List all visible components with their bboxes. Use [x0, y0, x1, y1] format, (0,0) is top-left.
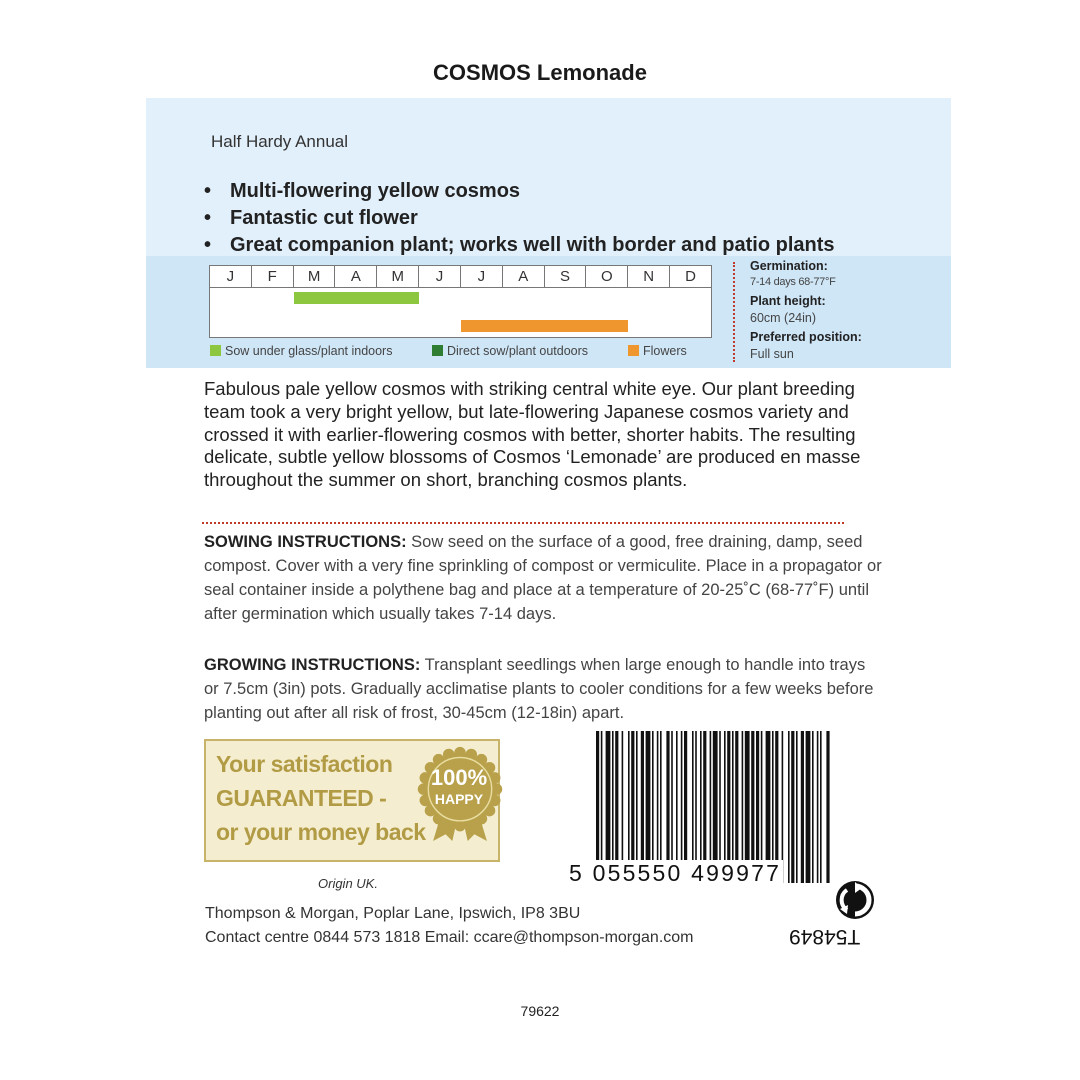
month-label: O	[586, 266, 628, 287]
bullet-text: Great companion plant; works well with border and patio plants	[230, 234, 835, 256]
germination-value: 7-14 days 68-77°F	[750, 276, 836, 288]
legend-label: Direct sow/plant outdoors	[447, 344, 589, 358]
month-label: D	[685, 268, 696, 285]
legend-swatch	[628, 345, 639, 356]
legend-direct-sow	[432, 344, 588, 358]
bullet-text: Fantastic cut flower	[230, 207, 418, 229]
growing-instructions	[204, 653, 884, 725]
month-label: N	[628, 266, 670, 287]
legend-label: Flowers	[643, 344, 687, 358]
bullet-item	[204, 234, 835, 257]
growing-text: Transplant seedlings when large enough to handle into trays or 7.5cm (3in) pots. Gradually acclimatise plants to cooler conditions for a few weeks before planting out after all risk of frost, 30-45cm (12-18in) apart.	[204, 656, 874, 722]
plant-height-label: Plant height:	[750, 294, 826, 308]
month-label: A	[335, 266, 377, 287]
bullet-icon: •	[204, 234, 212, 256]
month-label: F	[252, 266, 294, 287]
green-dot-recycle-icon	[835, 880, 875, 920]
bullet-icon: •	[204, 207, 212, 229]
preferred-position-value: Full sun	[750, 347, 794, 361]
guarantee-line: or your money back	[216, 819, 426, 845]
seal-word: HAPPY	[434, 791, 484, 807]
contact-details: Contact centre 0844 573 1818 Email: ccare@thompson-morgan.com	[205, 929, 694, 946]
legend-swatch	[210, 345, 221, 356]
footer-code: 79622	[520, 1003, 560, 1019]
month-label: J	[419, 266, 461, 287]
month-label: S	[545, 266, 587, 287]
month-label: J	[461, 266, 503, 287]
bullet-icon: •	[204, 180, 212, 202]
legend-label: Sow under glass/plant indoors	[225, 344, 393, 358]
legend-swatch	[432, 345, 443, 356]
sowing-heading: SOWING INSTRUCTIONS:	[204, 533, 407, 551]
calendar-months	[210, 266, 711, 288]
legend-flowers	[628, 344, 687, 358]
month-label: J	[210, 266, 252, 287]
plant-type: Half Hardy Annual	[211, 132, 349, 151]
product-description: Fabulous pale yellow cosmos with striking central white eye. Our plant breeding team took a very bright yellow, but late-flowering Japanese cosmos variety and crossed it with earlier-flowering cosmos with better, shorter habits. The resulting delicate, subtle yellow blossoms of Cosmos ‘Lemonade’ are produced en masse throughout the summer on short, branching cosmos plants.	[204, 378, 861, 491]
sowing-instructions	[204, 530, 884, 626]
bullet-item	[204, 207, 418, 230]
satisfaction-guarantee-badge	[204, 739, 500, 862]
preferred-position-label: Preferred position:	[750, 330, 862, 344]
seal-percent: 100%	[430, 765, 488, 790]
product-title: COSMOS Lemonade	[433, 60, 647, 85]
plant-height-value: 60cm (24in)	[750, 311, 816, 325]
month-label: M	[377, 266, 419, 287]
month-label: M	[294, 266, 336, 287]
flowers-bar	[461, 320, 628, 332]
barcode-number: 5 055550 499977	[569, 860, 782, 886]
guarantee-line: Your satisfaction	[216, 751, 393, 777]
germination-label: Germination:	[750, 259, 828, 273]
sowing-text: Sow seed on the surface of a good, free draining, damp, seed compost. Cover with a very fine sprinkling of compost or vermiculite. Place in a propagator or seal container inside a polythene bag and place at a temperature of 20-25˚C (68-77˚F) until after germination which usually takes 7-14 days.	[204, 533, 882, 623]
guarantee-line: GUARANTEED -	[216, 785, 387, 811]
month-label: A	[503, 266, 545, 287]
bullet-item	[204, 180, 520, 203]
company-address: Thompson & Morgan, Poplar Lane, Ipswich, IP8 3BU	[205, 905, 581, 922]
origin-label: Origin UK.	[318, 876, 378, 891]
bullet-text: Multi-flowering yellow cosmos	[230, 180, 521, 202]
legend-sow-under-glass	[210, 344, 392, 358]
dotted-divider	[202, 522, 844, 524]
sowing-calendar	[209, 265, 712, 338]
growing-heading: GROWING INSTRUCTIONS:	[204, 656, 421, 674]
sow-under-glass-bar	[294, 292, 419, 304]
dotted-divider	[733, 262, 735, 362]
rotated-product-code: T54849	[789, 925, 861, 948]
